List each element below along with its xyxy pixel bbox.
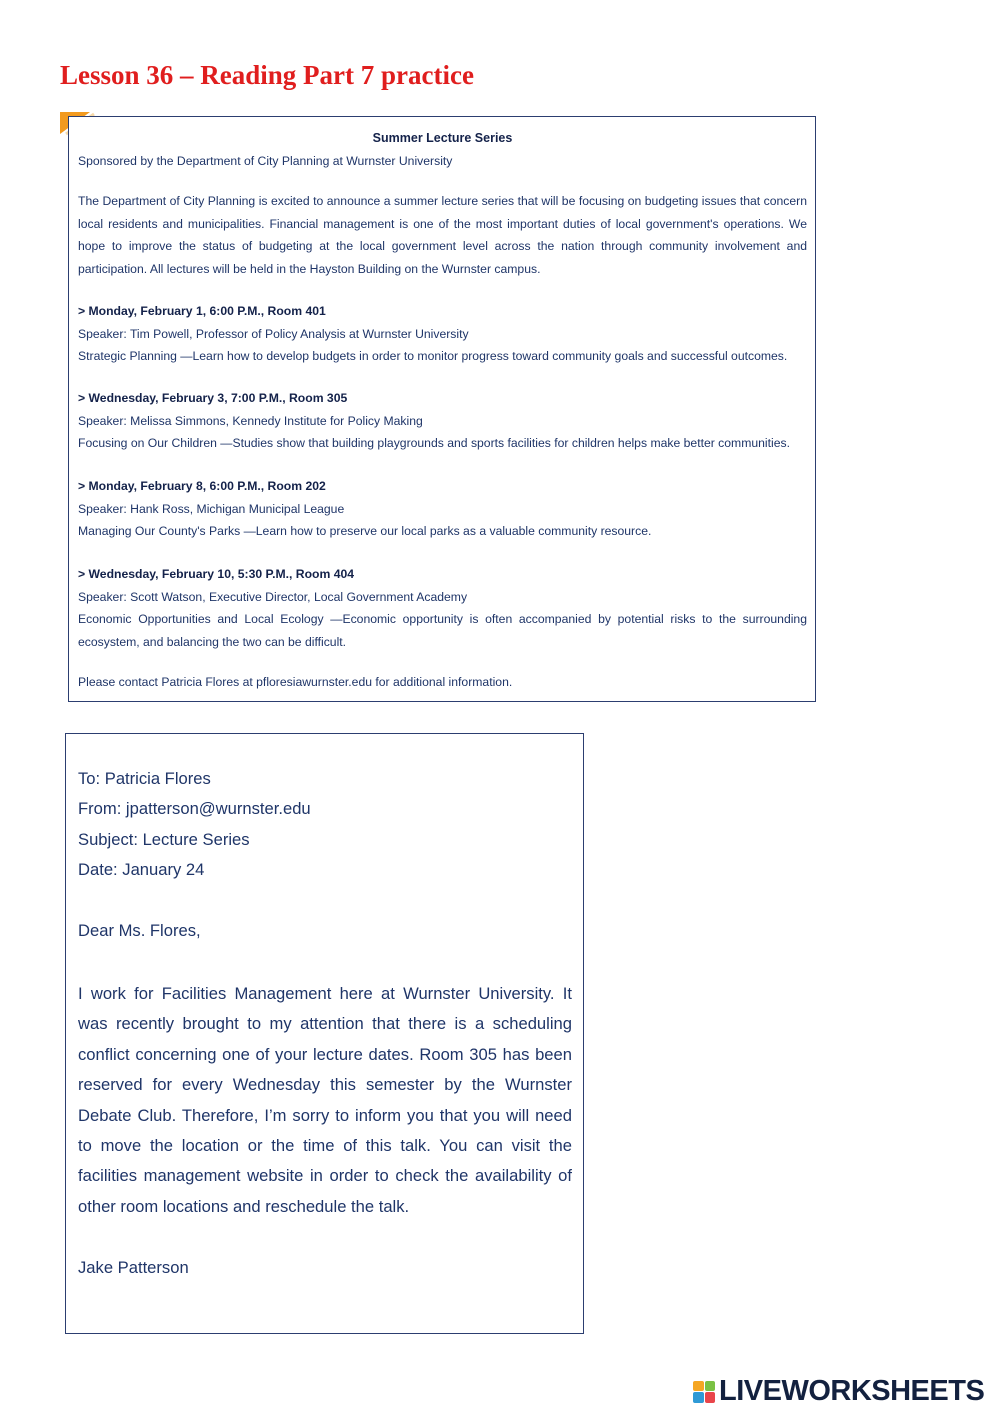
session-description: Strategic Planning —Learn how to develop budgets in order to monitor progress toward community goals and successful outcomes. xyxy=(78,349,788,363)
session-description: Focusing on Our Children —Studies show that building playgrounds and sports facilities for children helps make better communities. xyxy=(78,436,790,450)
flyer-title: Summer Lecture Series xyxy=(372,131,513,145)
email-message xyxy=(65,733,584,1334)
email-body: I work for Facilities Management here at Wurnster University. It was recently brought to my attention that there is a scheduling conflict concerning one of your lecture dates. Room 305 has been reserved for every Wednesday this semester by the Wurnster Debate Club. Therefore, I’m sorry to inform you that you will need to move the location or the time of this talk. You can visit the facilities management website in order to check the availability of other room locations and reschedule the talk. xyxy=(78,984,572,1216)
session-description: Managing Our County's Parks —Learn how to preserve our local parks as a valuable community resource. xyxy=(78,524,652,538)
session-speaker: Speaker: Hank Ross, Michigan Municipal League xyxy=(78,501,345,516)
session-when: > Monday, February 1, 6:00 P.M., Room 401 xyxy=(78,304,326,318)
email-to: To: Patricia Flores xyxy=(78,769,211,788)
flyer-intro: The Department of City Planning is excited to announce a summer lecture series that will be focusing on budgeting issues that concern local residents and municipalities. Financial management is one of the most important duties of local government's operations. We hope to improve the status of budgeting at the local government level across the nation through community involvement and participation. All lectures will be held in the Hayston Building on the Wurnster campus. xyxy=(78,194,807,276)
brand-logo-icon xyxy=(693,1381,715,1403)
session-when: > Monday, February 8, 6:00 P.M., Room 202 xyxy=(78,479,326,493)
session-1 xyxy=(78,300,807,368)
lesson-title: Lesson 36 – Reading Part 7 practice xyxy=(60,60,474,90)
session-3 xyxy=(78,475,807,543)
session-description: Economic Opportunities and Local Ecology —Economic opportunity is often accompanied by potential risks to the surrounding ecosystem, and balancing the two can be difficult. xyxy=(78,612,807,649)
flyer-sponsor: Sponsored by the Department of City Planning at Wurnster University xyxy=(78,154,453,168)
brand-name: LIVEWORKSHEETS xyxy=(719,1375,985,1407)
session-when: > Wednesday, February 3, 7:00 P.M., Room 305 xyxy=(78,391,348,405)
session-when: > Wednesday, February 10, 5:30 P.M., Room 404 xyxy=(78,567,355,581)
email-subject: Subject: Lecture Series xyxy=(78,830,250,849)
session-speaker: Speaker: Melissa Simmons, Kennedy Institute for Policy Making xyxy=(78,413,423,428)
liveworksheets-logo xyxy=(693,1375,984,1408)
session-4 xyxy=(78,563,807,653)
email-date: Date: January 24 xyxy=(78,860,205,879)
session-speaker: Speaker: Tim Powell, Professor of Policy Analysis at Wurnster University xyxy=(78,326,469,341)
email-greeting: Dear Ms. Flores, xyxy=(78,921,201,940)
session-speaker: Speaker: Scott Watson, Executive Director, Local Government Academy xyxy=(78,589,468,604)
flyer-contact: Please contact Patricia Flores at pfloresiawurnster.edu for additional information. xyxy=(78,675,513,689)
email-from: From: jpatterson@wurnster.edu xyxy=(78,799,311,818)
lecture-series-flyer xyxy=(68,116,816,702)
email-signature: Jake Patterson xyxy=(78,1258,189,1277)
session-2 xyxy=(78,387,807,455)
